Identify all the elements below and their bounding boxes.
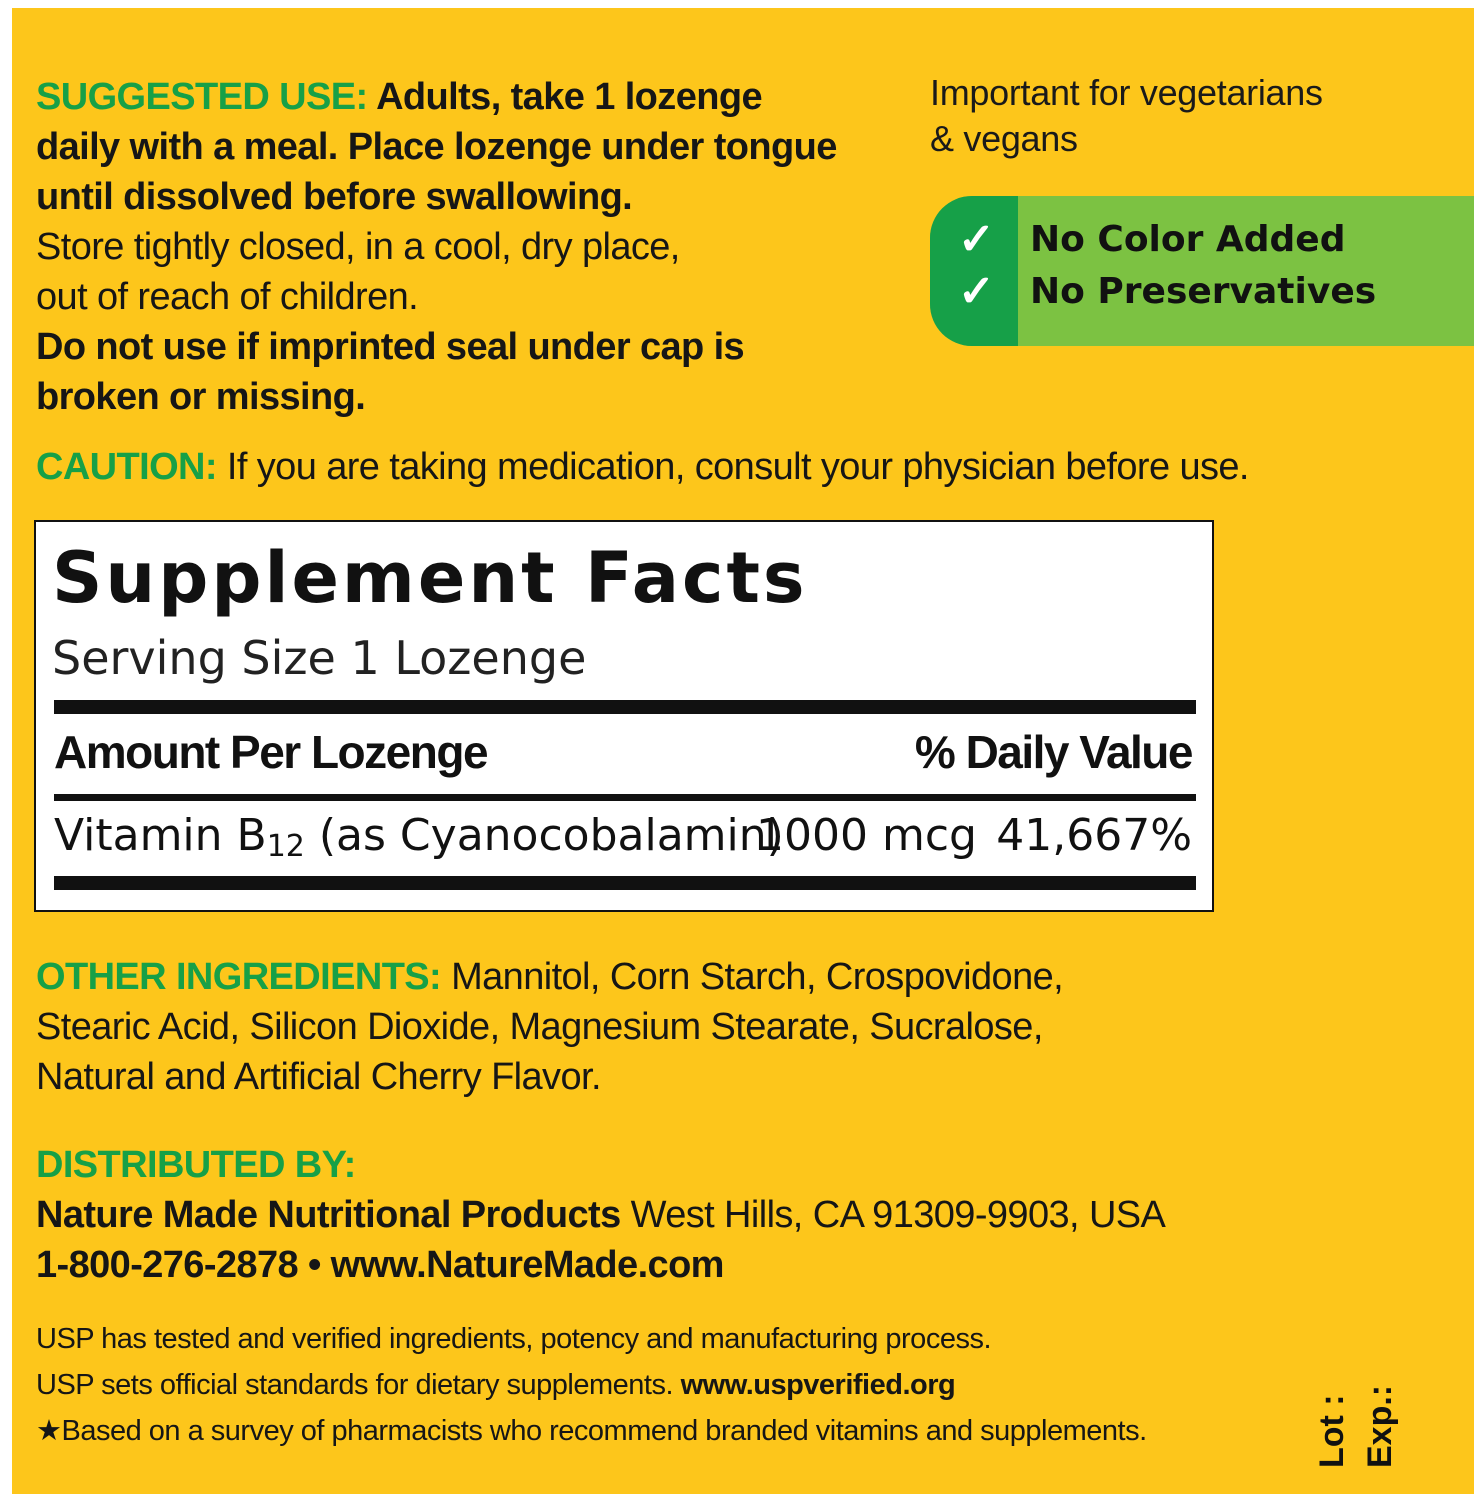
caution-text: If you are taking medication, consult your physician before use. xyxy=(216,446,1249,488)
daily-value-header: % Daily Value xyxy=(914,726,1192,778)
suggested-use-line-3: until dissolved before swallowing. xyxy=(36,176,633,218)
caution-heading: CAUTION: xyxy=(36,446,217,488)
seal-warning-line-2: broken or missing. xyxy=(36,376,366,418)
storage-line-2: out of reach of children. xyxy=(36,276,419,318)
other-ingredients-block xyxy=(36,952,1236,1102)
nutrient-amount: 1000 mcg xyxy=(756,810,977,861)
nutrient-name-main: Vitamin B xyxy=(54,810,267,861)
distributed-by-heading: DISTRIBUTED BY: xyxy=(36,1144,356,1186)
caution-line xyxy=(36,442,1456,492)
nutrient-name-form: (as Cyanocobalamin) xyxy=(304,810,784,861)
distributor-company: Nature Made Nutritional Products xyxy=(36,1194,621,1236)
lot-label: Lot : xyxy=(1313,1394,1351,1468)
badge-item-no-color: No Color Added xyxy=(1030,219,1346,260)
distributor-contact: 1-800-276-2878 • www.NatureMade.com xyxy=(36,1244,724,1286)
nutrient-daily-value: 41,667% xyxy=(996,810,1192,861)
nutrient-name-subscript: 12 xyxy=(266,829,305,864)
supplement-facts-panel xyxy=(34,520,1214,912)
usp-statement-block xyxy=(36,1316,1296,1454)
amount-per-serving-header: Amount Per Lozenge xyxy=(54,726,488,778)
seal-warning-line-1: Do not use if imprinted seal under cap is xyxy=(36,326,745,368)
usp-website: www.uspverified.org xyxy=(680,1369,956,1401)
other-ingredients-text: Mannitol, Corn Starch, Crospovidone, xyxy=(441,956,1064,998)
suggested-use-line-2: daily with a meal. Place lozenge under tongue xyxy=(36,126,837,168)
other-ingredients-line-3: Natural and Artificial Cherry Flavor. xyxy=(36,1056,601,1098)
distributor-address-line xyxy=(36,1190,1336,1240)
usp-line-2 xyxy=(36,1362,1296,1408)
usp-line-3: ★Based on a survey of pharmacists who recommend branded vitamins and supplements. xyxy=(36,1415,1147,1447)
free-from-badge xyxy=(930,196,1474,346)
lot-exp-area xyxy=(1312,1358,1432,1468)
serving-size: Serving Size 1 Lozenge xyxy=(52,631,587,685)
thick-divider xyxy=(54,700,1196,714)
vegetarian-note-line-2: & vegans xyxy=(930,118,1078,159)
other-ingredients-heading: OTHER INGREDIENTS: xyxy=(36,956,442,998)
product-label-panel xyxy=(12,8,1474,1494)
exp-label: Exp.: xyxy=(1361,1384,1399,1468)
other-ingredients-line-1 xyxy=(36,952,1236,1002)
check-icon: ✓ xyxy=(958,215,995,264)
supplement-facts-title: Supplement Facts xyxy=(52,537,808,619)
medium-divider xyxy=(54,794,1196,801)
distributor-address: West Hills, CA 91309-9903, USA xyxy=(620,1194,1166,1236)
usp-line-1: USP has tested and verified ingredients, potency and manufacturing process. xyxy=(36,1323,991,1355)
vegetarian-note xyxy=(930,70,1430,162)
nutrient-name xyxy=(54,806,784,877)
thick-divider-bottom xyxy=(54,876,1196,890)
suggested-use-line-1 xyxy=(36,72,856,122)
suggested-use-block xyxy=(36,72,856,422)
usp-line-2-text: USP sets official standards for dietary supplements. xyxy=(36,1369,681,1401)
badge-item-no-preservatives: No Preservatives xyxy=(1030,271,1377,312)
suggested-use-heading: SUGGESTED USE: xyxy=(36,76,368,118)
suggested-use-text: Adults, take 1 lozenge xyxy=(367,76,762,118)
storage-line-1: Store tightly closed, in a cool, dry place, xyxy=(36,226,680,268)
distributor-block xyxy=(36,1140,1336,1290)
check-icon: ✓ xyxy=(958,267,995,316)
other-ingredients-line-2: Stearic Acid, Silicon Dioxide, Magnesium Stearate, Sucralose, xyxy=(36,1006,1043,1048)
vegetarian-note-line-1: Important for vegetarians xyxy=(930,72,1323,113)
